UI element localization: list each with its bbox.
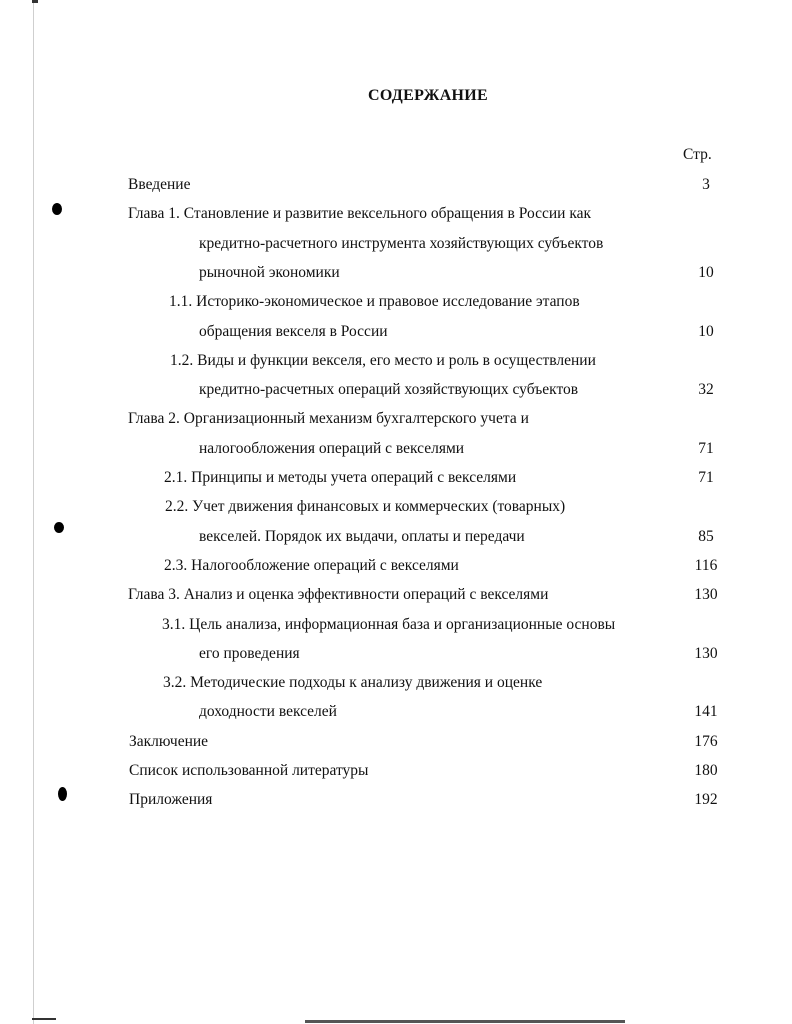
toc-entry-line: Заключение	[129, 732, 209, 750]
scan-edge-mark	[32, 0, 38, 3]
toc-page-number: 192	[694, 791, 718, 809]
toc-entry-line: кредитно-расчетных операций хозяйствующих субъектов	[199, 381, 579, 399]
toc-page-number: 10	[698, 263, 714, 281]
toc-page-number: 3	[702, 176, 710, 193]
toc-page-number: 130	[694, 644, 718, 662]
toc-page-number: 141	[694, 703, 718, 721]
toc-page-number: 130	[694, 586, 718, 604]
toc-page-number: 32	[698, 381, 714, 399]
toc-page-number: 10	[698, 322, 714, 340]
toc-entry-line: рыночной экономики	[199, 263, 340, 281]
scan-bottom-mark	[305, 1020, 625, 1023]
toc-entry-line: 2.1. Принципы и методы учета операций с векселями	[164, 469, 517, 486]
toc-page-number: 116	[694, 556, 718, 574]
toc-page-number: 180	[694, 762, 718, 779]
toc-page-number: 176	[694, 732, 718, 750]
toc-entry-line: обращения векселя в России	[199, 322, 388, 340]
scan-edge-mark	[32, 1018, 56, 1020]
toc-entry-line: 1.2. Виды и функции векселя, его место и роль в осуществлении	[170, 351, 596, 369]
toc-entry-line: 3.1. Цель анализа, информационная база и организационные основы	[162, 615, 616, 633]
toc-entry-line: Глава 1. Становление и развитие вексельного обращения в России как	[128, 205, 592, 223]
toc-entry-line: налогообложения операций с векселями	[199, 439, 465, 457]
scan-speck	[54, 522, 64, 533]
page-column-header: Стр.	[683, 146, 712, 163]
toc-page-number: 85	[698, 527, 714, 545]
toc-entry-line: Список использованной литературы	[129, 762, 369, 779]
toc-title: СОДЕРЖАНИЕ	[367, 87, 489, 104]
toc-entry-line: векселей. Порядок их выдачи, оплаты и передачи	[199, 527, 525, 545]
toc-page-number: 71	[698, 469, 714, 486]
scan-left-edge	[33, 0, 34, 1024]
toc-page-number: 71	[698, 439, 714, 457]
toc-entry-line: его проведения	[199, 644, 300, 662]
toc-entry-line: 2.3. Налогообложение операций с векселями	[164, 556, 459, 574]
toc-entry-line: Глава 2. Организационный механизм бухгалтерского учета и	[128, 410, 529, 428]
toc-entry-line: 1.1. Историко-экономическое и правовое исследование этапов	[169, 293, 580, 311]
toc-entry-line: доходности векселей	[199, 703, 337, 721]
toc-entry-line: Введение	[128, 176, 191, 193]
scan-speck	[58, 787, 67, 801]
toc-entry-line: кредитно-расчетного инструмента хозяйствующих субъектов	[199, 234, 604, 252]
toc-entry-line: 3.2. Методические подходы к анализу движения и оценке	[163, 674, 543, 692]
toc-entry-line: 2.2. Учет движения финансовых и коммерческих (товарных)	[165, 498, 566, 516]
toc-entry-line: Приложения	[129, 791, 213, 809]
toc-entry-line: Глава 3. Анализ и оценка эффективности операций с векселями	[128, 586, 549, 604]
scan-speck	[52, 203, 62, 215]
